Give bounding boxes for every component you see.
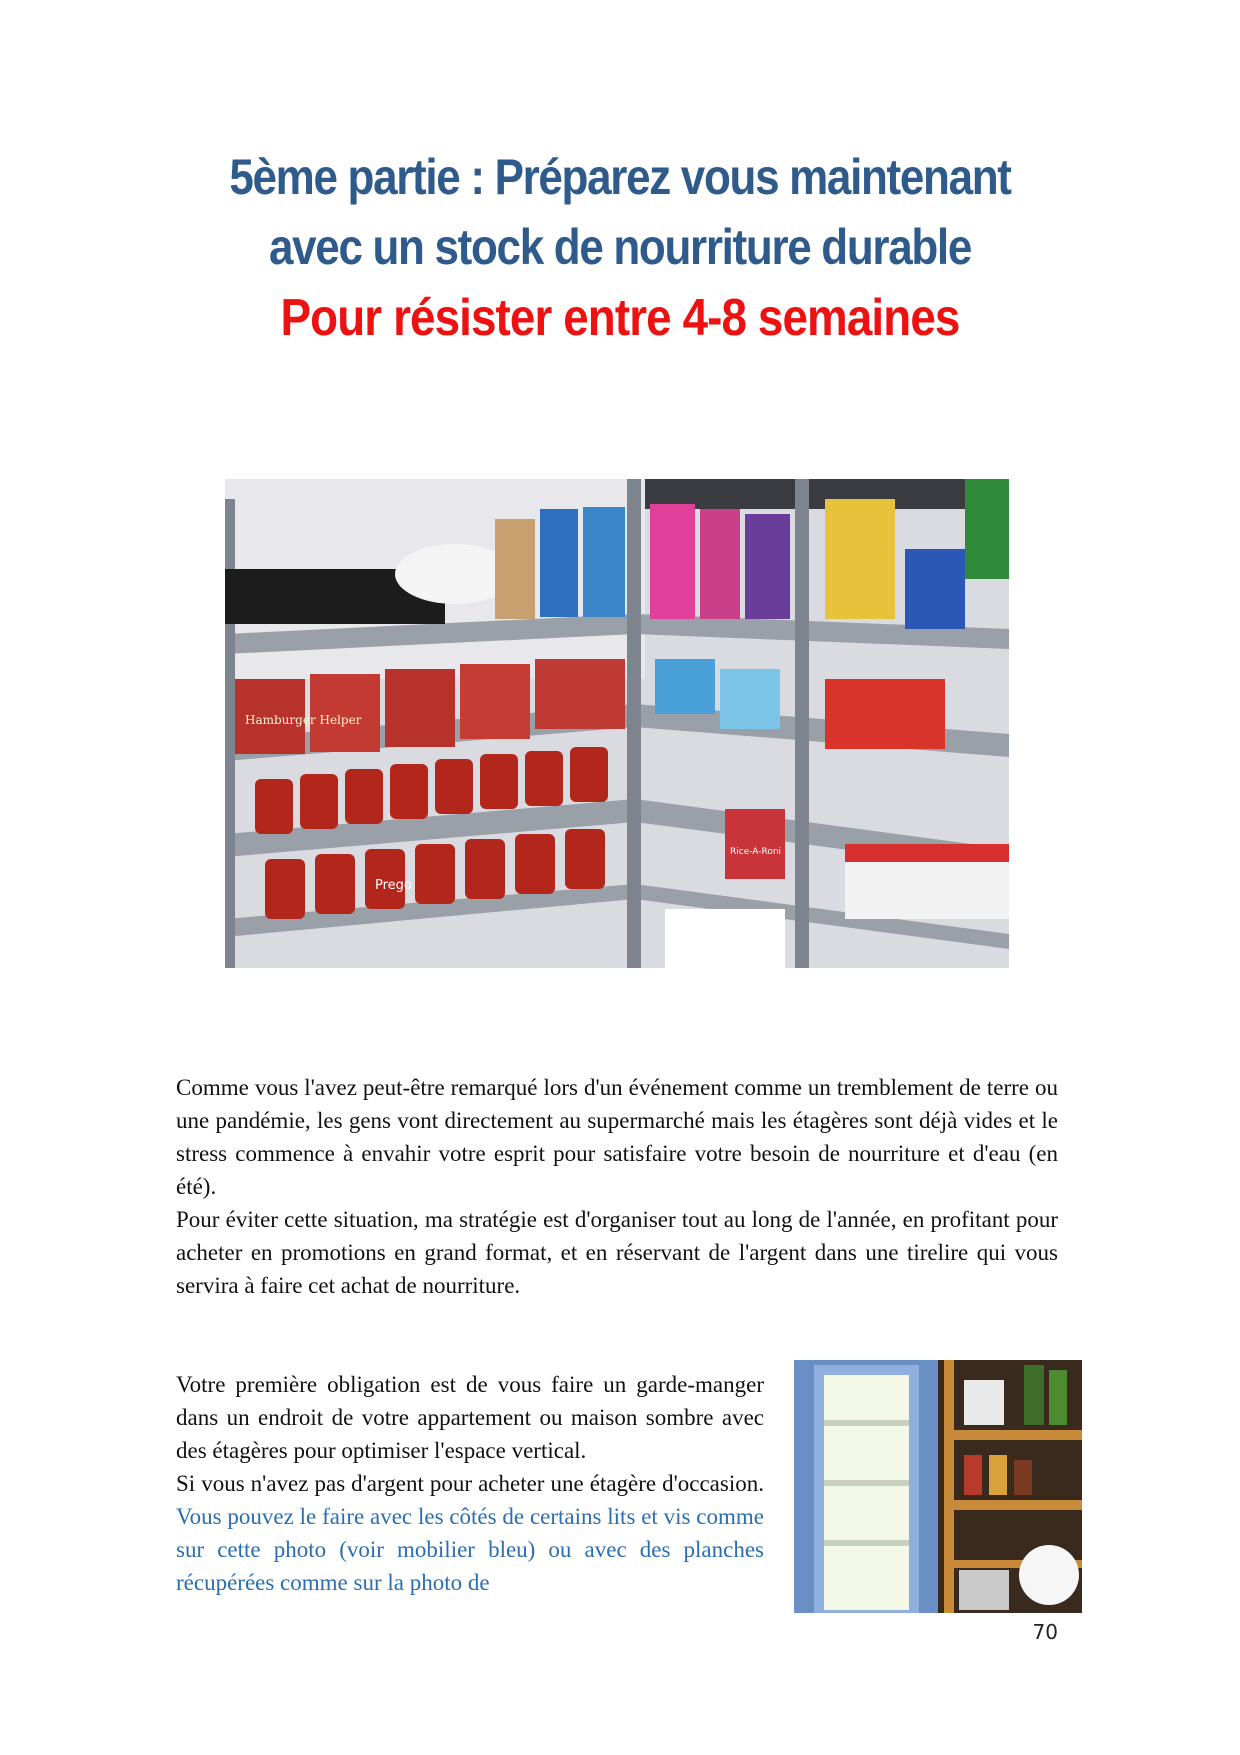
paragraph-pantry (176, 1368, 764, 1599)
heading-line-1: 5ème partie : Préparez vous maintenant (229, 149, 1011, 205)
page-number: 70 (1032, 1620, 1058, 1644)
shelf-examples-photo (794, 1360, 1082, 1613)
paragraph-pantry-part2: Si vous n'avez pas d'argent pour acheter une étagère d'occasion. (176, 1471, 764, 1496)
paragraph-strategy: Pour éviter cette situation, ma stratégie est d'organiser tout au long de l'année, en profitant pour acheter en promotions en grand format, et en réservant de l'argent dans une tirelire qui vous servira à faire cet achat de nourriture. (176, 1207, 1058, 1298)
heading-line-2: avec un stock de nourriture durable (268, 219, 971, 275)
pantry-shelves-photo (225, 479, 1009, 968)
paragraph-pantry-part1: Votre première obligation est de vous faire un garde-manger dans un endroit de votre appartement ou maison sombre avec des étagères pour optimiser l'espace vertical. (176, 1372, 764, 1463)
photo-label-box1: Hamburger Helper (245, 713, 362, 727)
photo-label-jar: Prego (375, 878, 412, 893)
paragraph-intro: Comme vous l'avez peut-être remarqué lors d'un événement comme un tremblement de terre ou une pandémie, les gens vont directement au supermarché mais les étagères sont déjà vides et le stress commence à envahir votre esprit pour satisfaire votre besoin de nourriture et d'eau (en été). (176, 1075, 1058, 1199)
photo-label-box2: Rice-A-Roni (730, 847, 782, 857)
paragraph-pantry-blue-text: Vous pouvez le faire avec les côtés de certains lits et vis comme sur cette photo (voir mobilier bleu) ou avec des planches récupérées comme sur la photo de (176, 1504, 764, 1595)
heading-line-3: Pour résister entre 4-8 semaines (280, 289, 960, 347)
